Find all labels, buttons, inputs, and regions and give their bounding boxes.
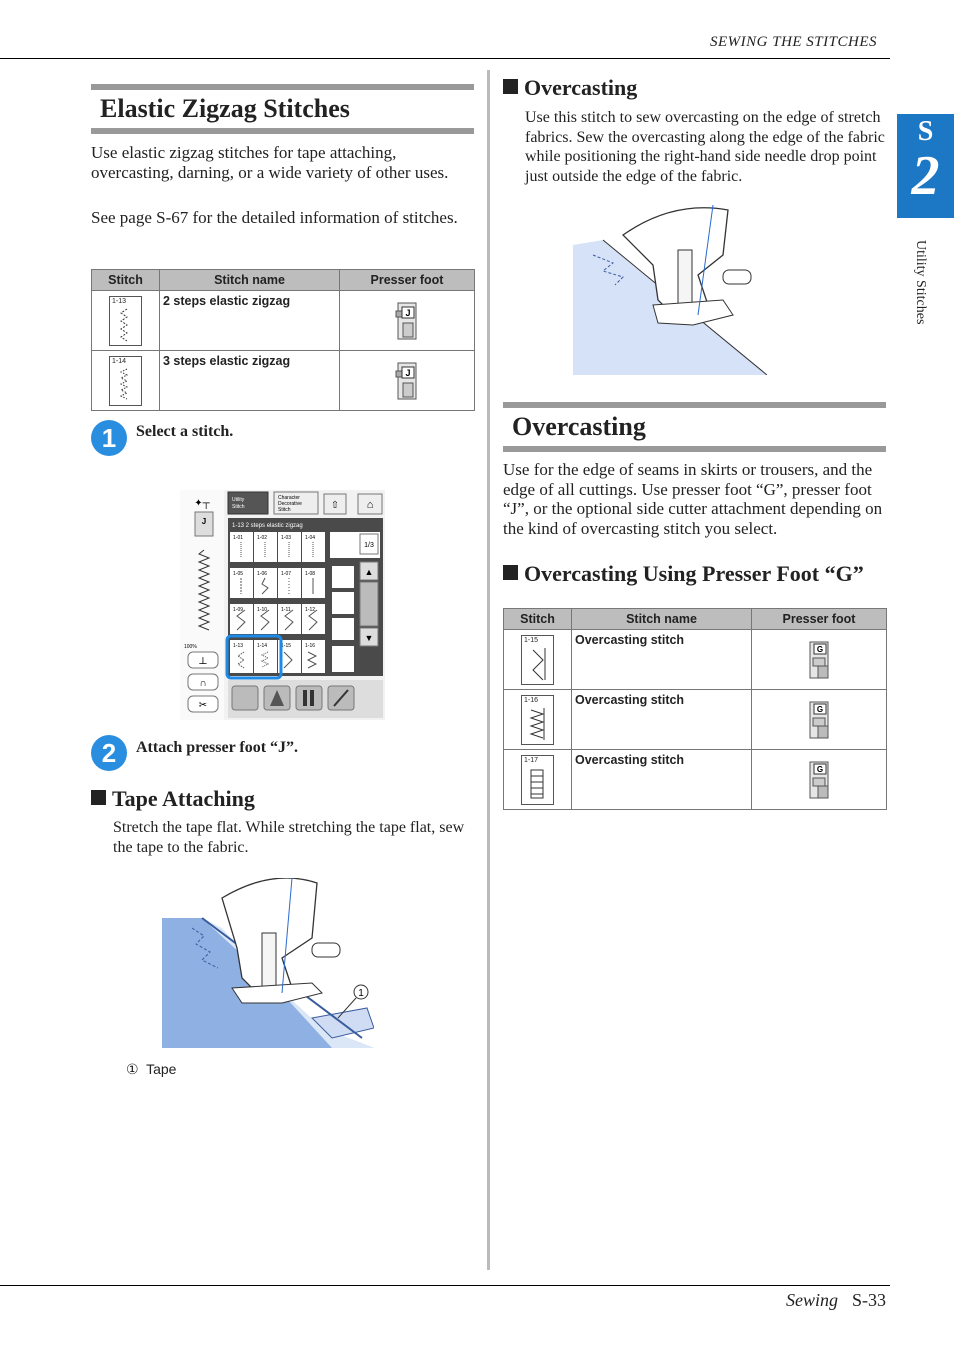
svg-text:1-09: 1-09 <box>233 607 244 613</box>
svg-text:1-03: 1-03 <box>281 535 292 541</box>
svg-text:✂: ✂ <box>198 700 208 711</box>
svg-text:Stitch: Stitch <box>232 504 245 510</box>
svg-text:▲: ▲ <box>364 567 374 577</box>
svg-text:1-16: 1-16 <box>305 643 316 649</box>
subheading-overcasting: Overcasting <box>503 75 637 101</box>
chapter-number: 2 <box>911 145 940 207</box>
presser-foot-g-icon <box>806 760 832 800</box>
svg-text:1-05: 1-05 <box>233 571 244 577</box>
presser-foot-cell <box>340 351 475 411</box>
svg-text:⌂: ⌂ <box>366 499 374 511</box>
svg-text:Utility: Utility <box>232 497 245 503</box>
presser-foot-cell <box>340 291 475 351</box>
section-heading-elastic-zigzag: Elastic Zigzag Stitches <box>91 84 474 134</box>
svg-text:100%: 100% <box>184 644 197 650</box>
svg-text:1-01: 1-01 <box>233 535 244 541</box>
stitch-icon: 1-16 <box>521 695 554 745</box>
tape-text: Stretch the tape flat. While stretching the tape flat, sew the tape to the fabric. <box>113 819 465 856</box>
svg-text:1-08: 1-08 <box>305 571 316 577</box>
svg-text:1-06: 1-06 <box>257 571 268 577</box>
stitch-icon: 1-15 <box>521 635 554 685</box>
col-header-name: Stitch name <box>160 270 340 291</box>
svg-text:1-12: 1-12 <box>305 607 316 613</box>
svg-text:1-04: 1-04 <box>305 535 316 541</box>
table-row <box>92 291 475 351</box>
stitch-name: Overcasting stitch <box>572 750 752 810</box>
subheading-tape-attaching: Tape Attaching <box>91 786 255 812</box>
step-2-badge: 2 <box>91 735 127 771</box>
step-1-badge: 1 <box>91 420 127 456</box>
col-header-stitch: Stitch <box>504 609 572 630</box>
stitch-name: Overcasting stitch <box>572 690 752 750</box>
presser-foot-j-icon <box>394 361 420 401</box>
column-divider <box>487 70 490 1270</box>
svg-text:⇧: ⇧ <box>330 500 340 511</box>
svg-text:Decorative: Decorative <box>278 501 302 507</box>
col-header-foot: Presser foot <box>752 609 887 630</box>
svg-text:1-11: 1-11 <box>281 607 291 613</box>
elastic-intro: Use elastic zigzag stitches for tape attaching, overcasting, darning, or a wide variety of other uses. <box>91 143 449 182</box>
machine-screen-illustration <box>180 490 385 720</box>
svg-text:1-13 2 steps elastic zigzag: 1-13 2 steps elastic zigzag <box>232 523 303 529</box>
svg-text:Stitch: Stitch <box>278 507 291 513</box>
svg-text:▼: ▼ <box>364 633 374 643</box>
presser-foot-cell <box>752 690 887 750</box>
stitch-name: 3 steps elastic zigzag <box>160 351 340 411</box>
step-2-text: Attach presser foot “J”. <box>136 739 299 756</box>
stitch-cell <box>504 750 572 810</box>
running-header: SEWING THE STITCHES <box>709 34 877 50</box>
stitch-icon: 1-14 <box>109 356 142 406</box>
stitch-name: Overcasting stitch <box>572 630 752 690</box>
svg-text:1-15: 1-15 <box>281 643 292 649</box>
svg-text:1/3: 1/3 <box>364 542 374 549</box>
overcasting-stretch-illustration <box>573 205 767 375</box>
chapter-side-label: Utility Stitches <box>913 240 928 325</box>
svg-text:Character: Character <box>278 495 300 501</box>
header-rule <box>0 58 890 59</box>
stitch-cell <box>504 630 572 690</box>
col-header-stitch: Stitch <box>92 270 160 291</box>
stitch-cell <box>92 291 160 351</box>
svg-text:G: G <box>816 704 824 714</box>
chapter-tab <box>897 114 954 218</box>
svg-text:1-02: 1-02 <box>257 535 268 541</box>
overcasting-intro: Use for the edge of seams in skirts or trousers, and the edge of all cuttings. Use presser foot “G”, presser foot “J”, or the optional side cutter attachment depending on the kind of overcasting stitch you select. <box>503 460 883 538</box>
col-header-foot: Presser foot <box>340 270 475 291</box>
svg-text:G: G <box>816 644 824 654</box>
svg-text:J: J <box>201 517 207 526</box>
svg-text:G: G <box>816 764 824 774</box>
overcasting-sub-text: Use this stitch to sew overcasting on the edge of stretch fabrics. Sew the overcasting along the edge of the fabric while positioning the right-hand side needle drop point just outside the edge of the fabric. <box>525 109 885 185</box>
col-header-name: Stitch name <box>572 609 752 630</box>
svg-text:⊥: ⊥ <box>198 656 208 667</box>
svg-text:1: 1 <box>358 988 364 999</box>
presser-foot-g-icon <box>806 640 832 680</box>
table-row <box>92 351 475 411</box>
presser-foot-cell <box>752 630 887 690</box>
presser-foot-cell <box>752 750 887 810</box>
footer-rule <box>0 1285 890 1286</box>
stitch-cell <box>504 690 572 750</box>
presser-foot-g-icon <box>806 700 832 740</box>
stitch-name: 2 steps elastic zigzag <box>160 291 340 351</box>
elastic-stitch-table <box>91 269 475 411</box>
table-row <box>504 690 887 750</box>
step-1-text: Select a stitch. <box>136 423 234 440</box>
svg-text:J: J <box>405 307 411 318</box>
page-number: S-33 <box>851 1290 886 1310</box>
presser-foot-j-icon <box>394 301 420 341</box>
chapter-letter: S <box>917 116 934 147</box>
tape-caption: ① Tape <box>126 1061 177 1077</box>
overcasting-stitch-table <box>503 608 887 810</box>
svg-text:1-10: 1-10 <box>257 607 268 613</box>
subheading-overcasting-g: Overcasting Using Presser Foot “G” <box>503 561 864 587</box>
svg-text:J: J <box>405 367 411 378</box>
page-footer <box>786 1290 886 1311</box>
svg-text:1-14: 1-14 <box>257 643 268 649</box>
section-heading-overcasting: Overcasting <box>503 402 886 452</box>
table-row <box>504 750 887 810</box>
tape-attaching-illustration <box>162 878 374 1048</box>
svg-text:✦┬: ✦┬ <box>194 498 210 509</box>
see-page-note: See page S-67 for the detailed information of stitches. <box>91 208 458 227</box>
stitch-icon: 1-17 <box>521 755 554 805</box>
svg-text:1-13: 1-13 <box>233 643 244 649</box>
svg-text:∩: ∩ <box>199 678 207 689</box>
stitch-cell <box>92 351 160 411</box>
svg-text:1-07: 1-07 <box>281 571 292 577</box>
footer-section: Sewing <box>785 1290 838 1310</box>
table-row <box>504 630 887 690</box>
stitch-icon: 1-13 <box>109 296 142 346</box>
